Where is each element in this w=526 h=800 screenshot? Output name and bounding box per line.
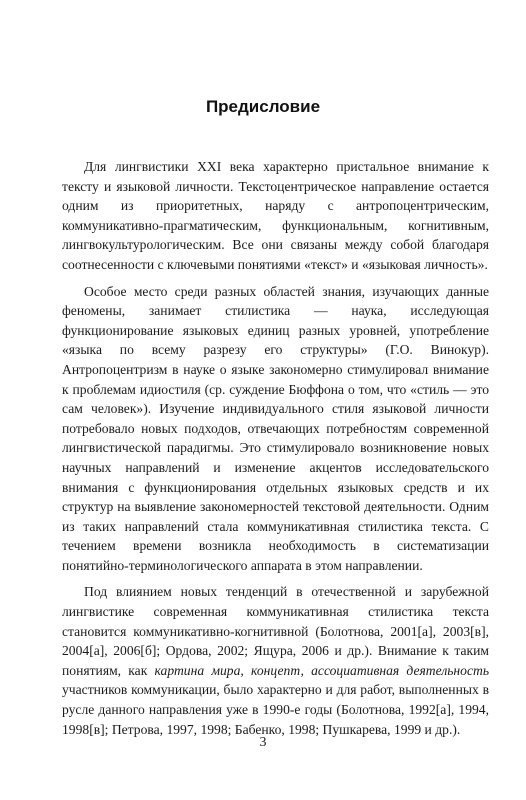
paragraph-2: Особое место среди разных областей знания, изучающих данные феномены, занимает стилистика — наука, исследующая функционирование языковых единиц разных уровней, употребление «языка по всему разрезу его структуры» (Г.О. Винокур). Антропоцентризм в науке о языке закономерно стимулировал внимание к проблемам идиостиля (ср. суждение Бюффона о том, что «стиль — это сам человек»). Изучение индивидуального стиля языковой личности потребовало новых подходов, отвечающих потребностям современной лингвистической парадигмы. Это стимулировало возникновение новых научных направлений и изменение акцентов исследовательского внимания с функционирования отдельных языковых средств и их структур на выявление закономерностей текстовой деятельности. Одним из таких направлений стала коммуникативная стилистика текста. С течением времени возникла необходимость в систематизации понятийно-терминологического аппарата в этом направлении. <box>62 283 489 573</box>
paragraph-3-text-start: Под влиянием новых тенденций в отечественной и зарубежной лингвистике современная коммуникативная стилистика текста становится коммуникативно-когнитивной (Болотнова, 2001[а], 2003[в], 2004[а], 2006[б]; Ордова, 2002; Ящура, 2006 и др.). Внимание к таким понятиям, как <box>62 584 489 678</box>
paragraph-3 <box>62 582 489 739</box>
document-body <box>62 157 489 746</box>
page-title: Предисловие <box>205 97 321 116</box>
page-number: 3 <box>259 735 267 750</box>
paragraph-3-italic-terms: картина мира, концепт, ассоциативная деятельность <box>154 662 490 678</box>
paragraph-1: Для лингвистики XXI века характерно пристальное внимание к тексту и языковой личности. Текстоцентрическое направление остается одним из приоритетных, наряду с антропоцентрическим, коммуникативно-прагматическим, функциональным, когнитивным, лингвокультурологическим. Все они связаны между собой благодаря соотнесенности с ключевыми понятиями «текст» и «языковая личность». <box>62 159 489 272</box>
paragraph-3-text-end: участников коммуникации, было характерно и для работ, выполненных в русле данного направления уже в 1990-е годы (Болотнова, 1992[а], 1994, 1998[в]; Петрова, 1997, 1998; Бабенко, 1998; Пушкарева, 1999 и др.). <box>62 682 489 737</box>
